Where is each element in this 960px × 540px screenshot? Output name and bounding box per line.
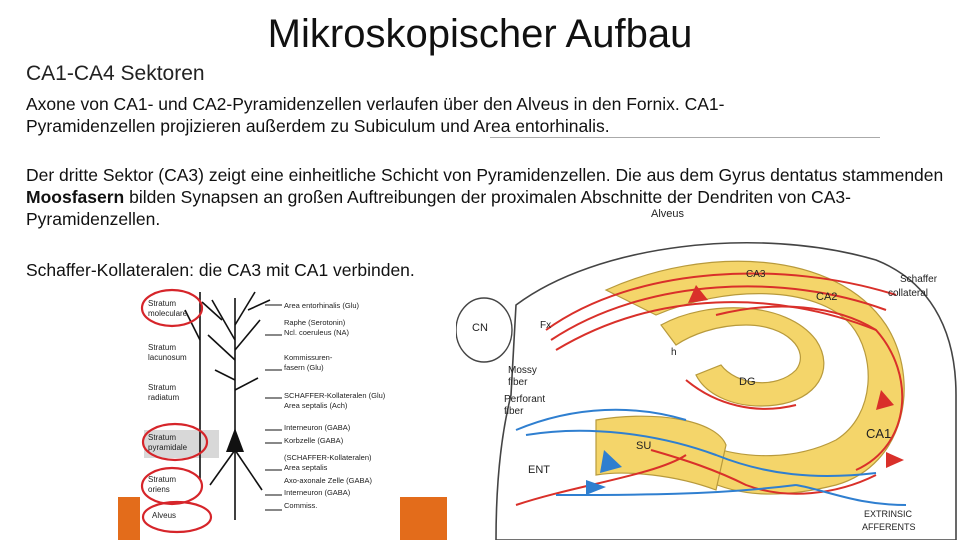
svg-text:Interneuron (GABA): Interneuron (GABA): [284, 488, 351, 497]
svg-text:oriens: oriens: [148, 485, 170, 494]
layer-label-moleculare: Stratum: [148, 299, 177, 308]
svg-text:radiatum: radiatum: [148, 393, 180, 402]
label-extrinsic: EXTRINSIC: [864, 509, 913, 519]
svg-text:Kommissuren-: Kommissuren-: [284, 353, 333, 362]
label-ca1: CA1: [866, 426, 892, 441]
label-alveus: Alveus: [651, 208, 685, 220]
label-cn: CN: [472, 322, 488, 334]
svg-text:fasern (Glu): fasern (Glu): [284, 363, 324, 372]
label-su: SU: [636, 440, 652, 452]
svg-text:fiber: fiber: [504, 406, 524, 417]
hippocampus-circuit-figure: [456, 205, 960, 540]
svg-text:collateral: collateral: [888, 288, 929, 299]
layer-label-pyramidale: Stratum: [148, 433, 177, 442]
label-fx: Fx: [540, 320, 552, 331]
label-perforant: Perforant: [504, 394, 546, 405]
svg-text:AFFERENTS: AFFERENTS: [862, 522, 916, 532]
layer-label-radiatum: Stratum: [148, 383, 177, 392]
svg-text:lacunosum: lacunosum: [148, 353, 187, 362]
svg-text:Area entorhinalis (Glu): Area entorhinalis (Glu): [284, 301, 360, 310]
svg-text:fiber: fiber: [508, 377, 528, 388]
label-ca3: CA3: [746, 269, 766, 280]
svg-text:Raphe (Serotonin): Raphe (Serotonin): [284, 318, 346, 327]
label-h: h: [671, 347, 677, 358]
svg-text:Area septalis (Ach): Area septalis (Ach): [284, 401, 348, 410]
page-title: Mikroskopischer Aufbau: [267, 12, 693, 56]
svg-text:moleculare: moleculare: [148, 309, 188, 318]
svg-text:pyramidale: pyramidale: [148, 443, 188, 452]
label-ca2: CA2: [816, 291, 838, 303]
svg-text:Interneuron (GABA): Interneuron (GABA): [284, 423, 351, 432]
paragraph-axons: Axone von CA1- und CA2-Pyramidenzellen verlaufen über den Alveus in den Fornix. CA1-Pyramidenzellen projizieren außerdem zu Subiculum und Area entorhinalis.: [26, 94, 725, 136]
divider-line: [490, 137, 880, 138]
layer-label-oriens: Stratum: [148, 475, 177, 484]
layer-label-alveus: Alveus: [152, 511, 177, 520]
svg-text:Ncl. coeruleus (NA): Ncl. coeruleus (NA): [284, 328, 350, 337]
cell-ca1-lower: [886, 452, 904, 468]
svg-text:Area septalis: Area septalis: [284, 463, 328, 472]
paragraph-schaffer: Schaffer-Kollateralen: die CA3 mit CA1 verbinden.: [26, 260, 415, 280]
section-subtitle: CA1-CA4 Sektoren: [26, 62, 205, 85]
layer-label-lacunosum: Stratum: [148, 343, 177, 352]
label-schaffer: Schaffer: [900, 274, 938, 285]
label-ent: ENT: [528, 464, 550, 476]
svg-text:Axo-axonale Zelle (GABA): Axo-axonale Zelle (GABA): [284, 476, 372, 485]
svg-text:(SCHAFFER-Kollateralen): (SCHAFFER-Kollateralen): [284, 453, 372, 462]
paragraph-ca3: Der dritte Sektor (CA3) zeigt eine einheitliche Schicht von Pyramidenzellen. Die aus dem Gyrus dentatus stammenden Moosfasern bilden Synapsen an großen Auftreibungen der proximalen Abschnitte der Dendriten von CA3-Pyramidenzellen.: [26, 165, 944, 229]
svg-text:Korbzelle (GABA): Korbzelle (GABA): [284, 436, 344, 445]
accent-block-right: [400, 497, 447, 540]
highlight-circle-moleculare: [142, 290, 202, 326]
svg-text:Commiss.: Commiss.: [284, 501, 318, 510]
label-mossy: Mossy: [508, 365, 537, 376]
accent-block-left: [118, 497, 140, 540]
label-dg: DG: [739, 376, 756, 388]
svg-text:SCHAFFER-Kollateralen (Glu): SCHAFFER-Kollateralen (Glu): [284, 391, 386, 400]
bold-term-moosfasern: Moosfasern: [26, 187, 125, 207]
layer-schematic-figure: [140, 280, 405, 540]
